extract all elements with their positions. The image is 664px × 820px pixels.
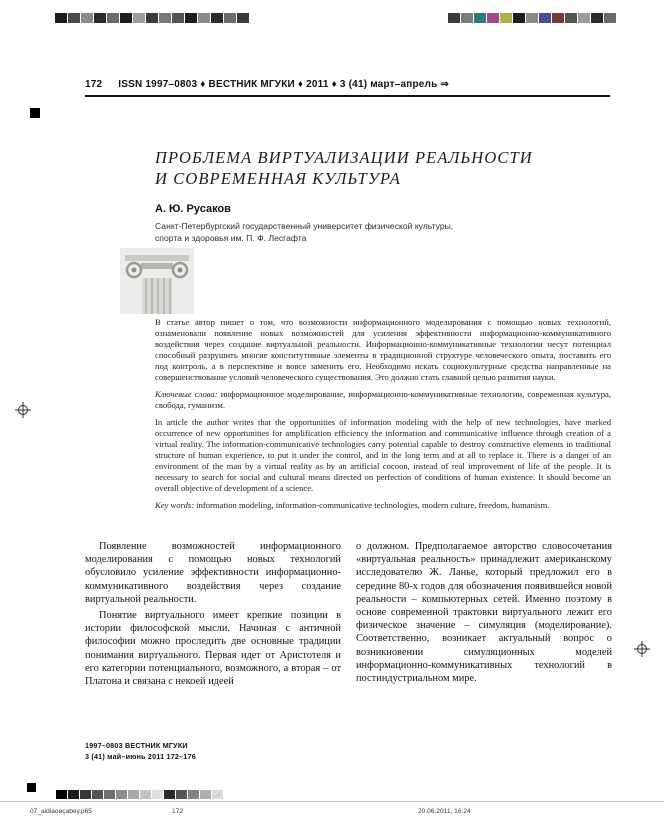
keywords-english-text: information modeling, information-communicative technologies, modern culture, freedom, humanism.	[194, 500, 550, 510]
journal-footer-line2: 3 (41) май–июнь 2011 172–176	[85, 751, 196, 761]
calibration-swatch	[80, 790, 91, 799]
calibration-swatch	[188, 790, 199, 799]
calibration-swatch	[500, 13, 512, 23]
calibration-swatch	[146, 13, 158, 23]
article-body	[85, 540, 612, 691]
abstract-english: In article the author writes that the opportunities of information modeling with the help of new technologies, have marked occurrence of new opportunities for amplification efficiency the information and communicative influence through creation of a virtual reality. The information-communicative technologies carry potential capable to destroy constructive elements in traditional structure of human experience, to put it under the control, and in the long term and at all to replace it. There is a danger of an environment of the man by a virtual reality as by an artificial cocoon, instead of real improvement of life of the people. It is necessary to search for social and cultural means directed on perfection of conditions of human existence. It should become an overall objective of development of a science.	[155, 417, 611, 493]
keywords-english	[155, 500, 611, 511]
author-affiliation	[155, 220, 575, 245]
calibration-swatch	[172, 13, 184, 23]
abstract-russian: В статье автор пишет о том, что возможности информационного моделирования с помощью новых технологий, ознаменовали появление новых возможностей для усиления эффективности информационно-коммуникативного воздействия через создание виртуальной реальности. Информационно-коммуникативные технологии несут потенциал способный разрушить многие конститутивные элементы в традиционной структуре человеческого опыта, поставить его под контроль, а в перспективе и вовсе заменить его. Необходимо искать социокультурные средства направленные на совершенствование условий человеческого существования. Это должно стать главной целью развития науки.	[155, 317, 611, 382]
affiliation-line1: Санкт-Петербургский государственный университет физической культуры,	[155, 221, 454, 231]
calibration-swatch	[128, 790, 139, 799]
issn-journal-line: ISSN 1997–0803 ♦ ВЕСТНИК МГУКИ ♦ 2011 ♦ 3 (41) март–апрель ⇒	[118, 79, 450, 90]
calibration-swatch	[104, 790, 115, 799]
print-page-number: 172	[172, 808, 184, 815]
body-left-column	[85, 540, 341, 691]
calibration-swatch	[461, 13, 473, 23]
calibration-swatch	[200, 790, 211, 799]
abstract-block	[155, 317, 611, 517]
calibration-swatch	[68, 790, 79, 799]
calibration-swatch	[487, 13, 499, 23]
calibration-swatch	[152, 790, 163, 799]
calibration-swatch	[92, 790, 103, 799]
calibration-swatch	[120, 13, 132, 23]
print-mark-square-top	[30, 108, 40, 118]
calibration-swatch	[552, 13, 564, 23]
calibration-swatch	[591, 13, 603, 23]
print-datetime: 20.06.2011, 16:24	[418, 808, 471, 815]
calibration-swatch	[68, 13, 80, 23]
calibration-swatch	[578, 13, 590, 23]
calibration-swatch	[159, 13, 171, 23]
calibration-swatch	[185, 13, 197, 23]
calibration-swatch	[212, 790, 223, 799]
calibration-swatch	[604, 13, 616, 23]
calibration-swatch	[56, 790, 67, 799]
running-header	[85, 79, 610, 90]
calibration-swatch	[176, 790, 187, 799]
calibration-swatch	[211, 13, 223, 23]
calibration-swatch	[94, 13, 106, 23]
article-title-line1: ПРОБЛЕМА ВИРТУАЛИЗАЦИИ РЕАЛЬНОСТИ	[155, 148, 533, 167]
calibration-swatch	[565, 13, 577, 23]
calibration-bar-top-right	[448, 13, 617, 23]
calibration-swatch	[539, 13, 551, 23]
keywords-english-label: Key words:	[155, 500, 195, 510]
affiliation-line2: спорта и здоровья им. П. Ф. Лесгафта	[155, 233, 307, 244]
calibration-swatch	[81, 13, 93, 23]
author-name: А. Ю. Русаков	[155, 203, 231, 215]
print-mark-square-bottom	[27, 783, 36, 792]
journal-footer	[85, 741, 196, 763]
calibration-swatch	[224, 13, 236, 23]
calibration-swatch	[198, 13, 210, 23]
article-title-line2: И СОВРЕМЕННАЯ КУЛЬТУРА	[155, 169, 401, 189]
calibration-swatch	[237, 13, 249, 23]
body-paragraph: о должном. Предполагаемое авторство словосочетания «виртуальная реальность» принадлежит американскому исследователю Ж. Ланье, который предложил его в середине 80-х годов для обозначения появившейся новой реальности – компьютерных сетей. Именно поэтому в основе современной трактовки виртуального лежит его физическое значение – симуляция (моделирование). Соответственно, возникает актуальный вопрос о возникновении симуляционных моделей информационно-коммуникативных технологий в постиндустриальном мире.	[356, 541, 612, 685]
calibration-swatch	[448, 13, 460, 23]
registration-crosshair-icon-right	[634, 641, 650, 657]
calibration-swatch	[140, 790, 151, 799]
calibration-swatch	[116, 790, 127, 799]
calibration-bar-top-left	[55, 13, 250, 23]
column-capital-image	[120, 248, 194, 314]
calibration-swatch	[164, 790, 175, 799]
calibration-swatch	[55, 13, 67, 23]
registration-crosshair-icon-left	[15, 402, 31, 418]
calibration-swatch	[474, 13, 486, 23]
calibration-bar-bottom	[56, 790, 224, 799]
article-title	[155, 147, 625, 190]
calibration-swatch	[107, 13, 119, 23]
print-filename: 07_аіdіаоеçаbеу.p65	[30, 808, 92, 815]
keywords-russian	[155, 389, 611, 411]
calibration-swatch	[513, 13, 525, 23]
body-paragraph: Появление возможностей информационного моделирования с помощью новых технологий обусловило усиление эффективности информационно-коммуникативного воздействия через создание виртуальной реальности.	[85, 541, 341, 605]
calibration-swatch	[133, 13, 145, 23]
calibration-swatch	[526, 13, 538, 23]
page-number: 172	[85, 79, 103, 90]
body-paragraph: Понятие виртуального имеет крепкие позиции в истории философской мысли. Начиная с античной философии можно проследить две основные традиции понимания виртуального. Первая идет от Аристотеля и его категории потенциального, возможного, а вторая – от Платона и связана с некоей идеей	[85, 610, 341, 688]
print-footer	[0, 801, 664, 820]
body-right-column	[356, 540, 612, 691]
keywords-russian-label: Ключевые слова:	[155, 389, 218, 399]
keywords-russian-text: информационное моделирование, информационно-коммуникативные технологии, современная культура, свобода, гуманизм.	[155, 389, 611, 410]
header-rule	[85, 95, 610, 97]
journal-footer-line1: 1997–0803 ВЕСТНИК МГУКИ	[85, 741, 188, 750]
